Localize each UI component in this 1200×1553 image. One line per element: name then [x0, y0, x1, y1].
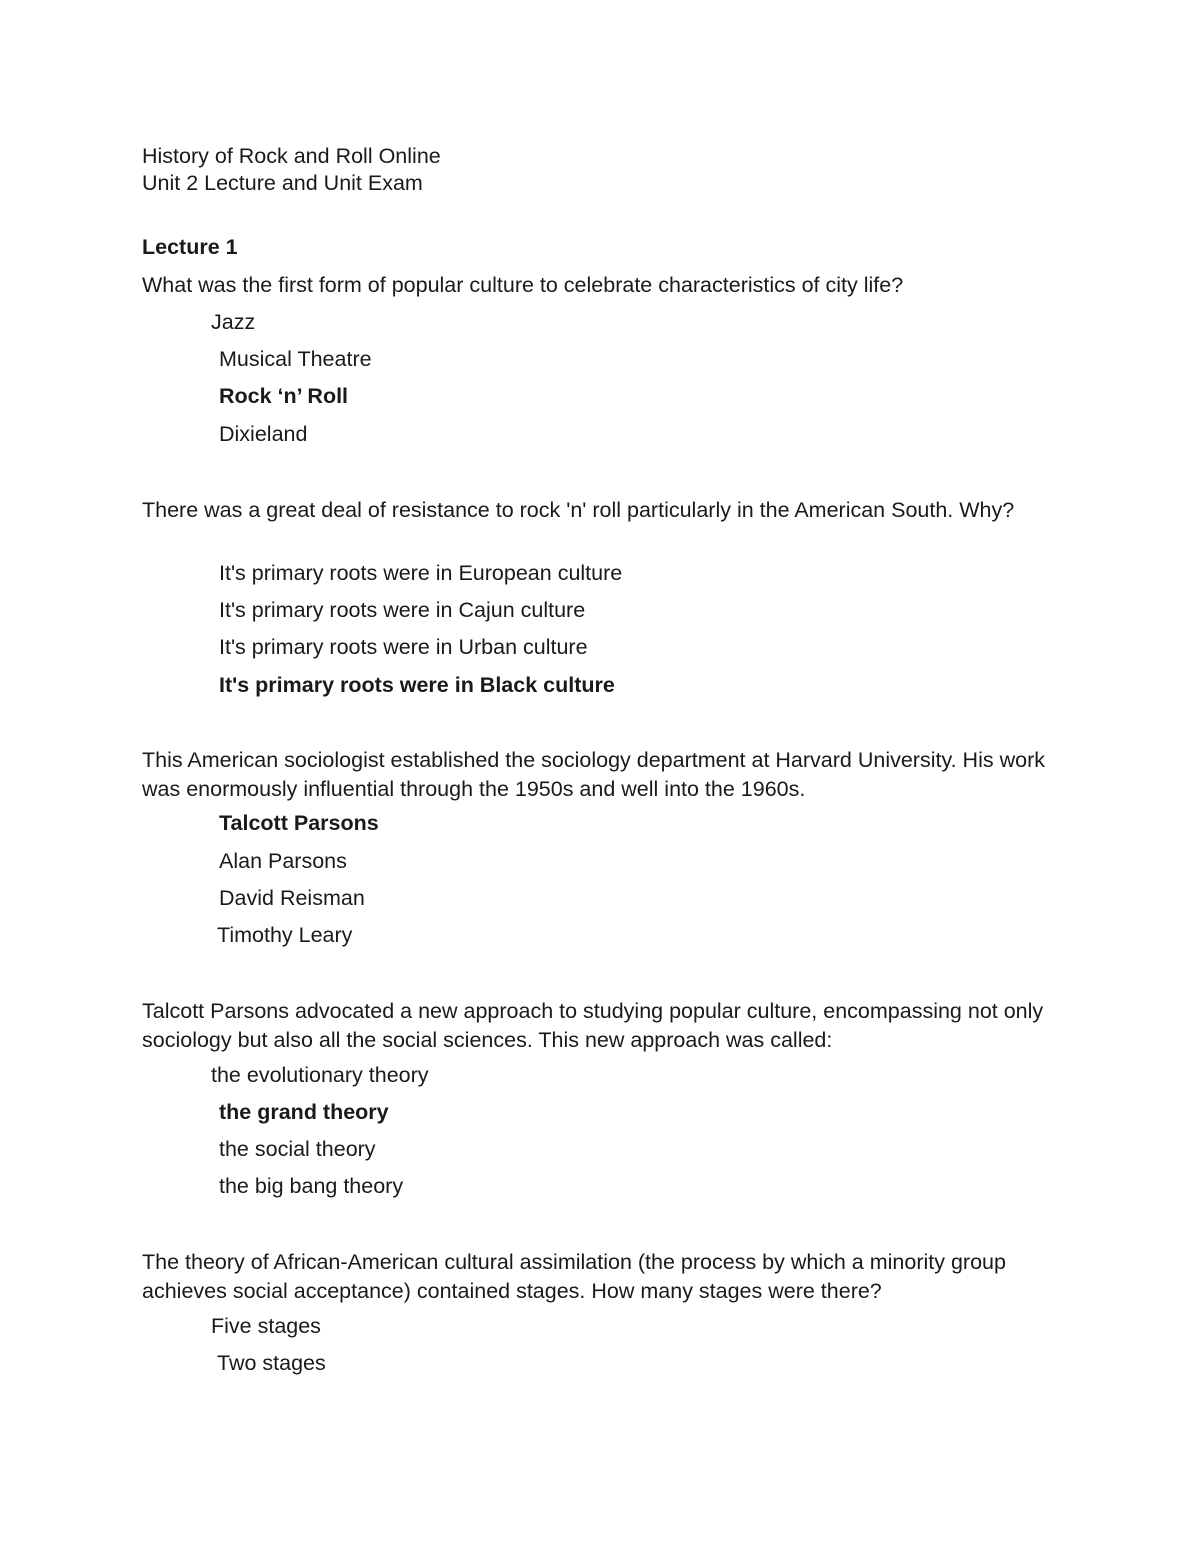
- question-4-option-a: the evolutionary theory: [211, 1063, 429, 1087]
- question-4-option-c: the social theory: [219, 1137, 376, 1161]
- question-5-text: The theory of African-American cultural assimilation (the process by which a minority group achieves social acceptance) contained stages. How many stages were there?: [142, 1250, 1006, 1303]
- lecture-heading: Lecture 1: [142, 235, 238, 259]
- question-2-option-d-correct: It's primary roots were in Black culture: [219, 673, 615, 697]
- question-2-text: There was a great deal of resistance to rock 'n' roll particularly in the American South. Why?: [142, 498, 1015, 522]
- question-3-option-c: David Reisman: [219, 886, 365, 910]
- question-4-text: Talcott Parsons advocated a new approach to studying popular culture, encompassing not only sociology but also all the social sciences. This new approach was called:: [142, 999, 1044, 1052]
- question-5-option-a: Five stages: [211, 1314, 321, 1338]
- course-title: History of Rock and Roll Online: [142, 144, 441, 168]
- question-3-text: This American sociologist established the sociology department at Harvard University. His work was enormously influential through the 1950s and well into the 1960s.: [142, 748, 1045, 801]
- question-1-option-c-correct: Rock ‘n’ Roll: [219, 384, 349, 408]
- question-3-option-d: Timothy Leary: [217, 923, 353, 947]
- question-3-option-a-correct: Talcott Parsons: [219, 811, 379, 835]
- question-4-option-b-correct: the grand theory: [219, 1100, 389, 1124]
- question-2-option-b: It's primary roots were in Cajun culture: [219, 598, 586, 622]
- document-header: [142, 143, 441, 197]
- question-2-option-c: It's primary roots were in Urban culture: [219, 635, 588, 659]
- question-1-text: What was the first form of popular culture to celebrate characteristics of city life?: [142, 273, 904, 297]
- question-2-option-a: It's primary roots were in European culture: [219, 561, 623, 585]
- unit-title: Unit 2 Lecture and Unit Exam: [142, 171, 423, 195]
- question-1-option-d: Dixieland: [219, 422, 308, 446]
- question-3-option-b: Alan Parsons: [219, 849, 347, 873]
- question-4-option-d: the big bang theory: [219, 1174, 404, 1198]
- question-5-option-b: Two stages: [217, 1351, 326, 1375]
- question-1-option-a: Jazz: [211, 310, 256, 334]
- question-1-option-b: Musical Theatre: [219, 347, 372, 371]
